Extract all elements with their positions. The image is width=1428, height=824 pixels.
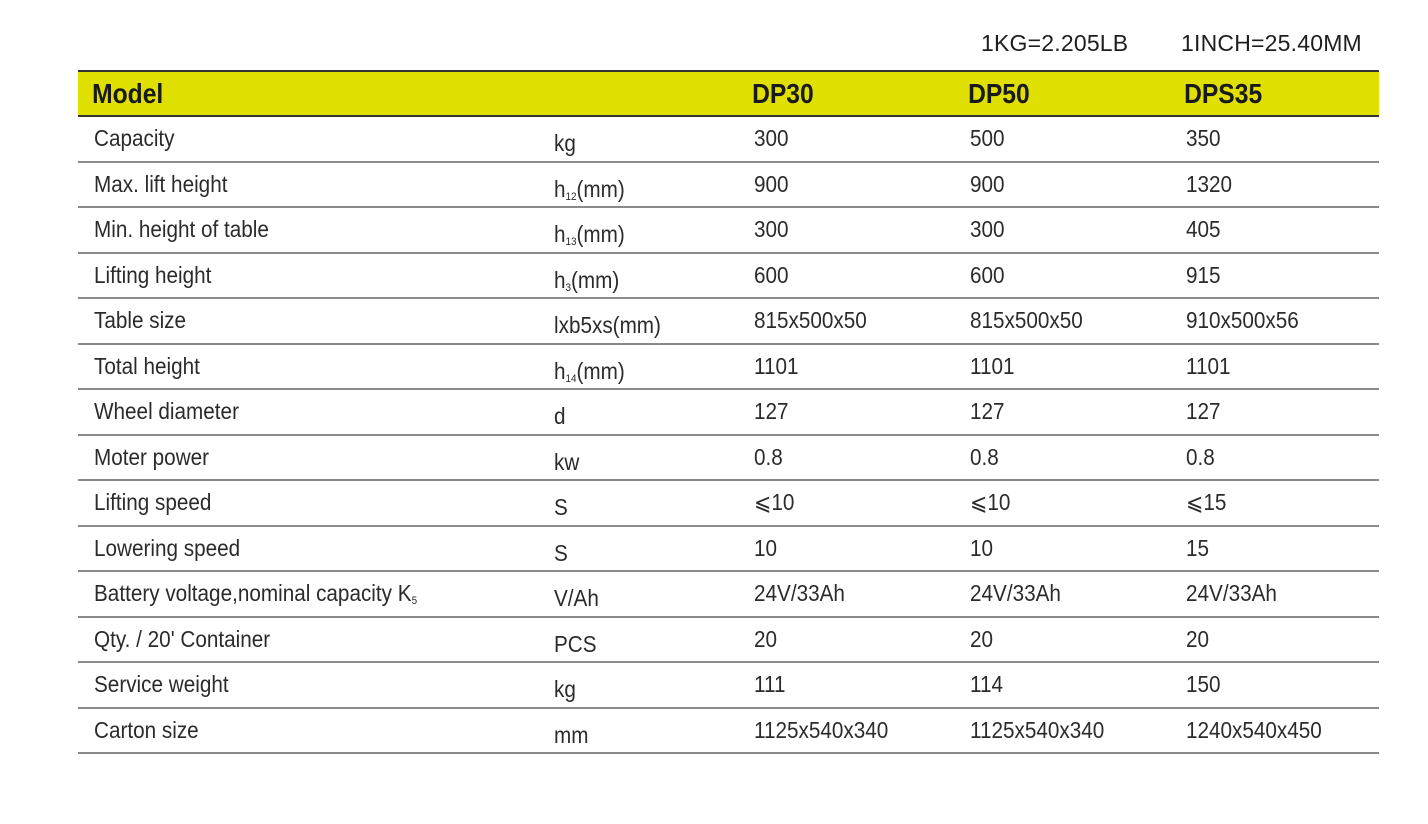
unit-cell — [538, 207, 738, 253]
value-text: 300 — [754, 216, 789, 243]
table-row — [78, 708, 1379, 754]
param-label — [94, 671, 229, 698]
unit-label — [554, 221, 625, 248]
header-model-label: Model — [92, 77, 164, 109]
table-row — [78, 162, 1379, 208]
value-cell — [1170, 298, 1379, 344]
unit-label — [554, 494, 568, 521]
value-text: 900 — [970, 170, 1005, 197]
value-cell — [738, 526, 954, 572]
value-cell — [738, 116, 954, 162]
value-text: 405 — [1186, 216, 1221, 243]
unit-subscript: 3 — [565, 281, 572, 294]
param-text: Lifting height — [94, 261, 212, 288]
unit-tail: (mm) — [576, 357, 625, 384]
unit-cell — [538, 435, 738, 481]
value-text: 150 — [1186, 671, 1221, 698]
unit-cell — [538, 344, 738, 390]
value-text: 1240x540x450 — [1186, 716, 1322, 743]
value-text: ⩽10 — [754, 489, 795, 516]
table-row — [78, 662, 1379, 708]
param-cell — [78, 162, 538, 208]
value-cell — [954, 571, 1170, 617]
value-text: 815x500x50 — [970, 307, 1083, 334]
value-cell — [954, 116, 1170, 162]
unit-tail: (mm) — [576, 221, 625, 248]
value-cell — [954, 389, 1170, 435]
value-cell — [954, 662, 1170, 708]
value-text: ⩽15 — [1186, 489, 1227, 516]
table-row — [78, 116, 1379, 162]
unit-cell — [538, 253, 738, 299]
value-text: ⩽10 — [970, 489, 1011, 516]
value-text: 1125x540x340 — [754, 716, 889, 743]
unit-cell — [538, 389, 738, 435]
value-text: 20 — [754, 625, 778, 652]
value-text: 900 — [754, 170, 789, 197]
value-text: 1320 — [1186, 170, 1233, 197]
value-text: 0.8 — [970, 443, 999, 470]
unit-text: h — [554, 221, 566, 248]
unit-text: mm — [554, 721, 589, 748]
param-cell — [78, 435, 538, 481]
param-label — [94, 125, 175, 152]
unit-cell — [538, 526, 738, 572]
unit-cell — [538, 571, 738, 617]
param-label — [94, 626, 270, 653]
unit-label — [554, 267, 619, 294]
value-cell — [738, 617, 954, 663]
param-label — [94, 535, 240, 562]
table-row — [78, 207, 1379, 253]
value-text: 1125x540x340 — [970, 716, 1105, 743]
value-cell — [954, 708, 1170, 754]
value-text: 15 — [1186, 534, 1210, 561]
value-text: 300 — [754, 125, 789, 152]
value-cell — [954, 344, 1170, 390]
value-text: 500 — [970, 125, 1005, 152]
param-cell — [78, 207, 538, 253]
value-cell — [738, 571, 954, 617]
unit-text: kg — [554, 130, 576, 157]
param-label — [94, 307, 186, 334]
param-text: Battery voltage,nominal capacity K — [94, 580, 412, 607]
unit-label — [554, 676, 576, 703]
param-text: Min. height of table — [94, 216, 269, 243]
unit-text: kw — [554, 448, 580, 475]
table-row — [78, 571, 1379, 617]
value-cell — [1170, 116, 1379, 162]
unit-label — [554, 449, 579, 476]
param-text: Lifting speed — [94, 489, 212, 516]
value-cell — [954, 253, 1170, 299]
value-cell — [738, 480, 954, 526]
value-cell — [1170, 662, 1379, 708]
unit-label — [554, 130, 576, 157]
param-text: Carton size — [94, 716, 199, 743]
unit-cell — [538, 298, 738, 344]
param-text: Qty. / 20' Container — [94, 625, 271, 652]
param-text: Lowering speed — [94, 534, 241, 561]
unit-text: h — [554, 175, 566, 202]
header-model-dp30: DP30 — [752, 77, 814, 109]
value-text: 111 — [754, 671, 786, 698]
unit-conversion-inch: 1INCH=25.40MM — [1181, 30, 1362, 56]
value-text: 24V/33Ah — [970, 580, 1061, 607]
header-model-dp50: DP50 — [968, 77, 1030, 109]
param-label — [94, 398, 239, 425]
unit-cell — [538, 162, 738, 208]
table-row — [78, 435, 1379, 481]
value-text: 114 — [970, 671, 1004, 698]
param-text: Wheel diameter — [94, 398, 239, 425]
param-label — [94, 580, 417, 607]
param-label — [94, 216, 269, 243]
value-cell — [1170, 207, 1379, 253]
table-row — [78, 344, 1379, 390]
unit-label — [554, 176, 625, 203]
value-cell — [738, 207, 954, 253]
value-text: 127 — [754, 398, 789, 425]
spec-table-header — [78, 71, 1379, 116]
value-text: 1101 — [1186, 352, 1231, 379]
value-text: 600 — [970, 261, 1005, 288]
unit-cell — [538, 708, 738, 754]
value-cell — [954, 207, 1170, 253]
spec-table — [78, 70, 1379, 754]
table-row — [78, 389, 1379, 435]
param-cell — [78, 662, 538, 708]
table-row — [78, 480, 1379, 526]
spec-table-body — [78, 116, 1379, 753]
value-text: 10 — [754, 534, 778, 561]
unit-text: PCS — [554, 630, 597, 657]
param-cell — [78, 708, 538, 754]
value-cell — [1170, 344, 1379, 390]
param-label — [94, 444, 209, 471]
value-cell — [738, 389, 954, 435]
value-cell — [954, 526, 1170, 572]
value-text: 24V/33Ah — [754, 580, 845, 607]
param-text: Moter power — [94, 443, 210, 470]
unit-label — [554, 540, 568, 567]
table-row — [78, 253, 1379, 299]
unit-label — [554, 631, 597, 658]
unit-conversion-kg: 1KG=2.205LB — [981, 30, 1129, 56]
value-text: 915 — [1186, 261, 1221, 288]
unit-text: d — [554, 403, 566, 430]
unit-cell — [538, 480, 738, 526]
value-cell — [1170, 480, 1379, 526]
value-cell — [954, 162, 1170, 208]
param-cell — [78, 571, 538, 617]
value-text: 127 — [970, 398, 1005, 425]
value-text: 0.8 — [754, 443, 783, 470]
value-text: 300 — [970, 216, 1005, 243]
value-cell — [738, 298, 954, 344]
value-cell — [738, 662, 954, 708]
unit-label — [554, 585, 599, 612]
value-text: 350 — [1186, 125, 1221, 152]
value-cell — [1170, 253, 1379, 299]
value-cell — [1170, 571, 1379, 617]
header-model-dps35: DPS35 — [1184, 77, 1263, 109]
param-cell — [78, 344, 538, 390]
param-label — [94, 489, 211, 516]
value-text: 0.8 — [1186, 443, 1215, 470]
unit-text: h — [554, 266, 566, 293]
unit-text: h — [554, 357, 566, 384]
value-cell — [1170, 389, 1379, 435]
value-text: 600 — [754, 261, 789, 288]
header-unit — [538, 71, 714, 116]
unit-text: lxb5xs(mm) — [554, 312, 661, 339]
param-text: Table size — [94, 307, 187, 334]
value-cell — [738, 708, 954, 754]
value-cell — [954, 435, 1170, 481]
value-cell — [1170, 162, 1379, 208]
unit-text: S — [554, 539, 568, 566]
table-row — [78, 617, 1379, 663]
unit-label — [554, 312, 661, 339]
unit-text: kg — [554, 676, 576, 703]
param-text: Max. lift height — [94, 170, 228, 197]
value-cell — [954, 480, 1170, 526]
value-cell — [1170, 708, 1379, 754]
param-cell — [78, 253, 538, 299]
value-text: 1101 — [754, 352, 799, 379]
value-cell — [954, 617, 1170, 663]
param-label — [94, 262, 211, 289]
param-label — [94, 717, 199, 744]
unit-text: V/Ah — [554, 585, 599, 612]
unit-tail: (mm) — [571, 266, 620, 293]
unit-cell — [538, 116, 738, 162]
value-text: 10 — [970, 534, 994, 561]
value-cell — [954, 298, 1170, 344]
value-text: 127 — [1186, 398, 1221, 425]
table-row — [78, 298, 1379, 344]
value-text: 20 — [970, 625, 994, 652]
value-text: 24V/33Ah — [1186, 580, 1277, 607]
value-cell — [1170, 435, 1379, 481]
unit-subscript: 14 — [565, 372, 577, 385]
value-cell — [1170, 526, 1379, 572]
unit-subscript: 13 — [565, 236, 577, 249]
unit-cell — [538, 617, 738, 663]
unit-label — [554, 403, 566, 430]
param-cell — [78, 480, 538, 526]
param-label — [94, 353, 200, 380]
unit-label — [554, 358, 625, 385]
value-text: 1101 — [970, 352, 1015, 379]
value-text: 815x500x50 — [754, 307, 867, 334]
unit-subscript: 12 — [565, 190, 577, 203]
unit-label — [554, 722, 588, 749]
unit-cell — [538, 662, 738, 708]
unit-text: S — [554, 494, 568, 521]
table-row — [78, 526, 1379, 572]
value-text: 20 — [1186, 625, 1210, 652]
value-cell — [738, 344, 954, 390]
param-cell — [78, 116, 538, 162]
value-cell — [738, 162, 954, 208]
param-cell — [78, 617, 538, 663]
value-cell — [1170, 617, 1379, 663]
param-text: Total height — [94, 352, 200, 379]
unit-tail: (mm) — [576, 175, 625, 202]
param-label — [94, 171, 227, 198]
value-cell — [738, 435, 954, 481]
param-cell — [78, 526, 538, 572]
param-subscript: 5 — [411, 595, 418, 608]
param-text: Service weight — [94, 671, 229, 698]
param-text: Capacity — [94, 125, 175, 152]
value-cell — [738, 253, 954, 299]
param-cell — [78, 389, 538, 435]
value-text: 910x500x56 — [1186, 307, 1299, 334]
header-row — [78, 71, 1379, 116]
param-cell — [78, 298, 538, 344]
